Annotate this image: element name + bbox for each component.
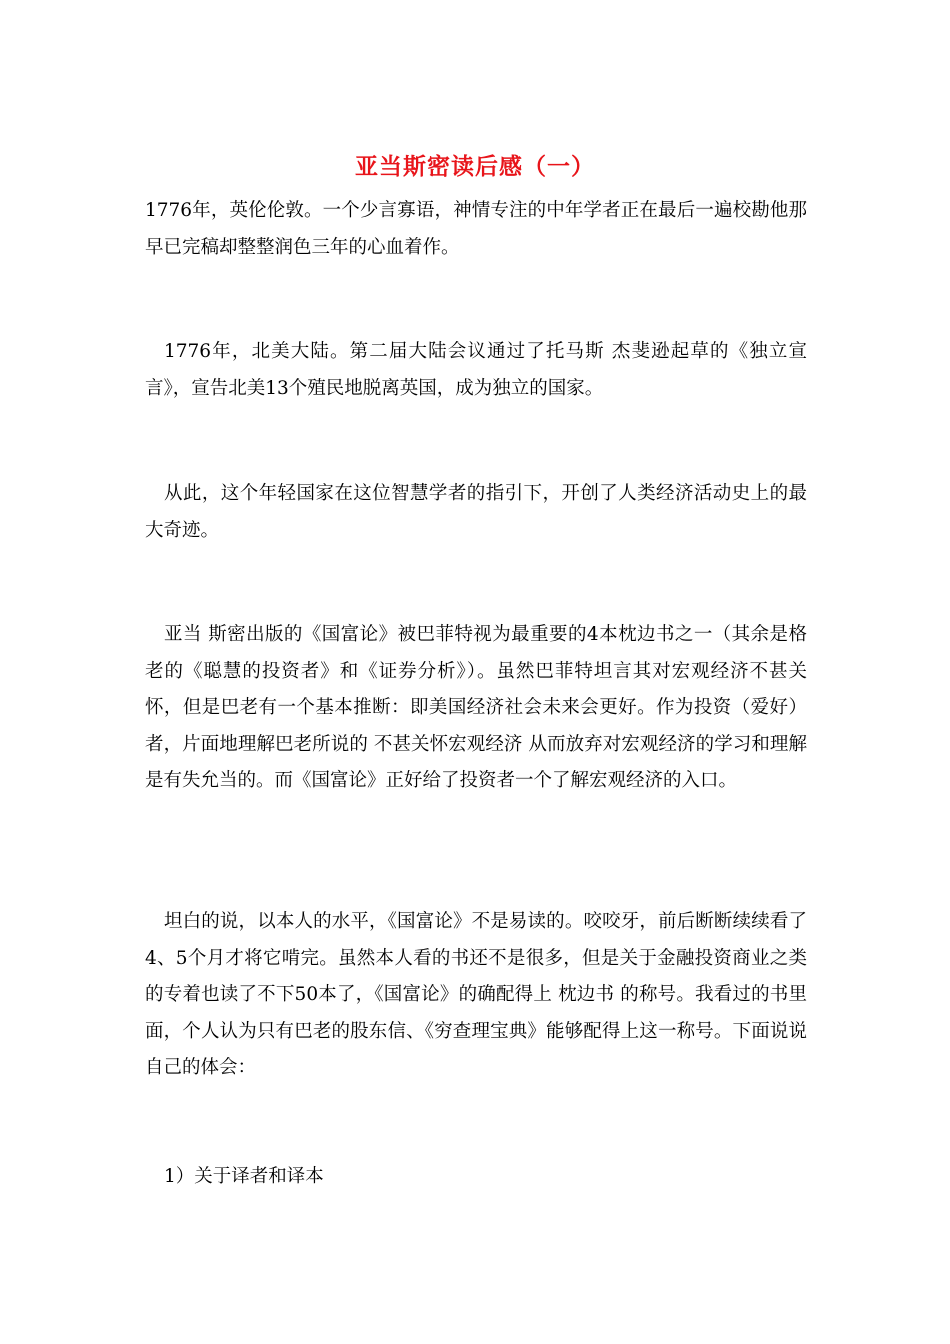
paragraph: 1776年，北美大陆。第二届大陆会议通过了托马斯 杰斐逊起草的《独立宣言》，宣告北美13个殖民地脱离英国，成为独立的国家。 [145, 341, 807, 399]
paragraph: 1776年，英伦伦敦。一个少言寡语，神情专注的中年学者正在最后一遍校勘他那早已完稿却整整润色三年的心血着作。 [145, 200, 807, 258]
document-title: 亚当斯密读后感（一） [355, 153, 595, 180]
paragraph: 坦白的说，以本人的水平，《国富论》不是易读的。咬咬牙，前后断断续续看了4、5个月才将它啃完。虽然本人看的书还不是很多，但是关于金融投资商业之类的专着也读了不下50本了，《国富论》的确配得上 枕边书 的称号。我看过的书里面，个人认为只有巴老的股东信、《穷查理宝典》能够配得上这一称号。下面说说自己的体会： [145, 911, 807, 1078]
section-heading: 1）关于译者和译本 [164, 1166, 324, 1187]
paragraph: 亚当 斯密出版的《国富论》被巴菲特视为最重要的4本枕边书之一（其余是格老的《聪慧的投资者》和《证券分析》）。虽然巴菲特坦言其对宏观经济不甚关怀，但是巴老有一个基本推断：即美国经济社会未来会更好。作为投资（爱好）者，片面地理解巴老所说的 不甚关怀宏观经济 从而放弃对宏观经济的学习和理解是有失允当的。而《国富论》正好给了投资者一个了解宏观经济的入口。 [145, 624, 807, 791]
paragraph: 从此，这个年轻国家在这位智慧学者的指引下，开创了人类经济活动史上的最大奇迹。 [145, 483, 807, 541]
